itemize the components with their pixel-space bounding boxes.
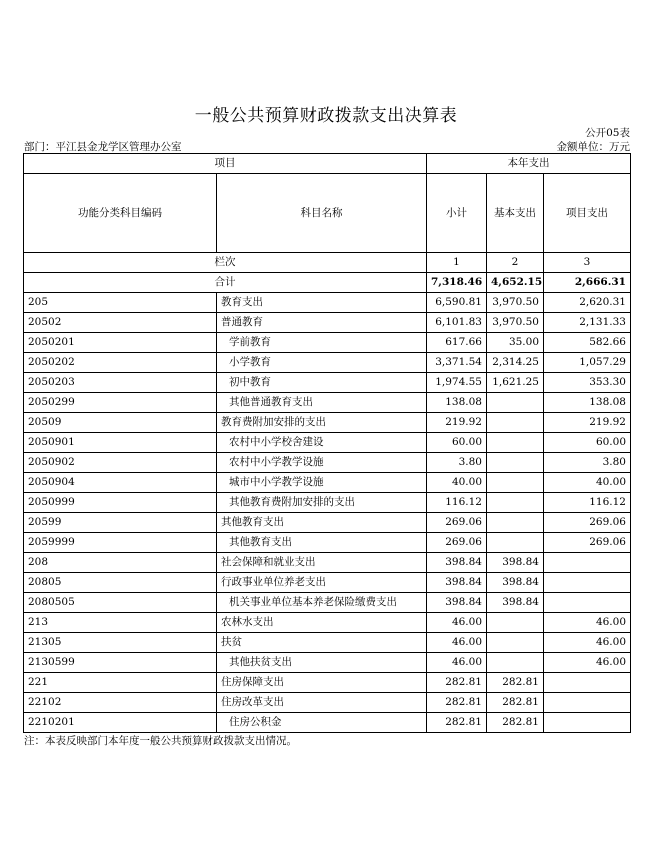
row-project: 1,057.29 (544, 353, 631, 373)
table-row (24, 653, 631, 673)
total-basic: 4,652.15 (487, 273, 544, 293)
row-basic (487, 493, 544, 513)
table-row (24, 493, 631, 513)
row-project (544, 573, 631, 593)
row-subtotal: 398.84 (427, 553, 487, 573)
row-basic: 1,621.25 (487, 373, 544, 393)
row-basic: 282.81 (487, 693, 544, 713)
row-name: 小学教育 (217, 353, 427, 373)
row-project: 269.06 (544, 513, 631, 533)
row-project (544, 593, 631, 613)
department-label: 部门：平江县金龙学区管理办公室 (24, 141, 182, 153)
header-code: 功能分类科目编码 (24, 174, 217, 253)
row-code: 21305 (24, 633, 217, 653)
row-subtotal: 269.06 (427, 513, 487, 533)
row-subtotal: 398.84 (427, 573, 487, 593)
row-project: 116.12 (544, 493, 631, 513)
row-project: 46.00 (544, 613, 631, 633)
row-name: 机关事业单位基本养老保险缴费支出 (217, 593, 427, 613)
row-code: 22102 (24, 693, 217, 713)
table-row (24, 593, 631, 613)
row-basic (487, 613, 544, 633)
row-code: 2050904 (24, 473, 217, 493)
row-project: 353.30 (544, 373, 631, 393)
row-name: 普通教育 (217, 313, 427, 333)
amount-unit-label: 金额单位：万元 (556, 141, 630, 153)
row-basic: 3,970.50 (487, 293, 544, 313)
row-name: 教育支出 (217, 293, 427, 313)
row-basic: 3,970.50 (487, 313, 544, 333)
row-code: 221 (24, 673, 217, 693)
row-name: 其他普通教育支出 (217, 393, 427, 413)
row-code: 2210201 (24, 713, 217, 733)
table-row (24, 533, 631, 553)
row-project: 582.66 (544, 333, 631, 353)
row-name: 其他扶贫支出 (217, 653, 427, 673)
document-title: 一般公共预算财政拨款支出决算表 (194, 106, 458, 126)
header-row-2 (24, 174, 631, 253)
row-project: 46.00 (544, 653, 631, 673)
row-subtotal: 219.92 (427, 413, 487, 433)
row-code: 20509 (24, 413, 217, 433)
table-row (24, 473, 631, 493)
row-code: 2050203 (24, 373, 217, 393)
row-basic (487, 453, 544, 473)
row-code: 205 (24, 293, 217, 313)
row-name: 农林水支出 (217, 613, 427, 633)
row-subtotal: 116.12 (427, 493, 487, 513)
header-subtotal: 小计 (427, 174, 487, 253)
row-subtotal: 138.08 (427, 393, 487, 413)
row-name: 住房公积金 (217, 713, 427, 733)
row-subtotal: 6,590.81 (427, 293, 487, 313)
row-subtotal: 282.81 (427, 673, 487, 693)
total-row (24, 273, 631, 293)
table-row (24, 633, 631, 653)
column-index-row (24, 253, 631, 273)
row-subtotal: 398.84 (427, 593, 487, 613)
total-project: 2,666.31 (544, 273, 631, 293)
table-row (24, 393, 631, 413)
row-basic (487, 653, 544, 673)
row-basic: 282.81 (487, 713, 544, 733)
row-code: 2050999 (24, 493, 217, 513)
table-row (24, 573, 631, 593)
column-index-3: 3 (544, 253, 631, 273)
header-current-year: 本年支出 (427, 154, 631, 174)
row-code: 20502 (24, 313, 217, 333)
row-basic: 35.00 (487, 333, 544, 353)
header-basic: 基本支出 (487, 174, 544, 253)
row-basic (487, 633, 544, 653)
table-row (24, 673, 631, 693)
row-code: 2050299 (24, 393, 217, 413)
row-subtotal: 282.81 (427, 713, 487, 733)
row-code: 20805 (24, 573, 217, 593)
header-project: 项目支出 (544, 174, 631, 253)
table-row (24, 433, 631, 453)
row-code: 20599 (24, 513, 217, 533)
table-row (24, 693, 631, 713)
row-name: 扶贫 (217, 633, 427, 653)
row-name: 城市中小学教学设施 (217, 473, 427, 493)
budget-expenditure-table (23, 153, 631, 733)
row-name: 学前教育 (217, 333, 427, 353)
row-project: 138.08 (544, 393, 631, 413)
row-name: 住房保障支出 (217, 673, 427, 693)
column-index-1: 1 (427, 253, 487, 273)
row-project: 2,131.33 (544, 313, 631, 333)
table-row (24, 333, 631, 353)
row-basic (487, 513, 544, 533)
row-project: 60.00 (544, 433, 631, 453)
row-subtotal: 1,974.55 (427, 373, 487, 393)
row-project: 46.00 (544, 633, 631, 653)
row-name: 其他教育支出 (217, 533, 427, 553)
row-code: 2050202 (24, 353, 217, 373)
total-subtotal: 7,318.46 (427, 273, 487, 293)
row-name: 其他教育费附加安排的支出 (217, 493, 427, 513)
row-name: 农村中小学校舍建设 (217, 433, 427, 453)
header-row-1 (24, 154, 631, 174)
row-subtotal: 617.66 (427, 333, 487, 353)
row-code: 2050902 (24, 453, 217, 473)
table-body (24, 154, 631, 733)
row-name: 农村中小学教学设施 (217, 453, 427, 473)
row-code: 2050201 (24, 333, 217, 353)
row-basic (487, 393, 544, 413)
row-name: 其他教育支出 (217, 513, 427, 533)
table-row (24, 293, 631, 313)
row-basic: 2,314.25 (487, 353, 544, 373)
row-name: 社会保障和就业支出 (217, 553, 427, 573)
row-basic: 398.84 (487, 573, 544, 593)
table-row (24, 513, 631, 533)
row-subtotal: 3,371.54 (427, 353, 487, 373)
row-project (544, 553, 631, 573)
header-name: 科目名称 (217, 174, 427, 253)
row-code: 2130599 (24, 653, 217, 673)
column-index-2: 2 (487, 253, 544, 273)
row-project (544, 673, 631, 693)
row-code: 2050901 (24, 433, 217, 453)
row-subtotal: 269.06 (427, 533, 487, 553)
row-project: 219.92 (544, 413, 631, 433)
table-row (24, 553, 631, 573)
row-basic (487, 413, 544, 433)
row-basic (487, 433, 544, 453)
total-label: 合计 (24, 273, 427, 293)
row-code: 213 (24, 613, 217, 633)
table-row (24, 313, 631, 333)
row-code: 2080505 (24, 593, 217, 613)
footnote: 注：本表反映部门本年度一般公共预算财政拨款支出情况。 (24, 735, 297, 747)
column-index-label: 栏次 (24, 253, 427, 273)
row-basic: 282.81 (487, 673, 544, 693)
row-project: 40.00 (544, 473, 631, 493)
row-name: 初中教育 (217, 373, 427, 393)
table-row (24, 373, 631, 393)
row-project: 3.80 (544, 453, 631, 473)
row-subtotal: 282.81 (427, 693, 487, 713)
row-subtotal: 46.00 (427, 653, 487, 673)
row-name: 教育费附加安排的支出 (217, 413, 427, 433)
row-basic: 398.84 (487, 553, 544, 573)
row-basic: 398.84 (487, 593, 544, 613)
row-basic (487, 533, 544, 553)
table-row (24, 613, 631, 633)
header-item: 项目 (24, 154, 427, 174)
table-row (24, 713, 631, 733)
row-subtotal: 60.00 (427, 433, 487, 453)
row-project (544, 693, 631, 713)
row-project (544, 713, 631, 733)
table-row (24, 453, 631, 473)
row-subtotal: 6,101.83 (427, 313, 487, 333)
row-subtotal: 40.00 (427, 473, 487, 493)
row-project: 269.06 (544, 533, 631, 553)
row-name: 住房改革支出 (217, 693, 427, 713)
row-subtotal: 3.80 (427, 453, 487, 473)
row-code: 208 (24, 553, 217, 573)
row-project: 2,620.31 (544, 293, 631, 313)
row-subtotal: 46.00 (427, 633, 487, 653)
row-code: 2059999 (24, 533, 217, 553)
form-code: 公开05表 (585, 127, 630, 139)
row-subtotal: 46.00 (427, 613, 487, 633)
table-row (24, 353, 631, 373)
table-row (24, 413, 631, 433)
row-basic (487, 473, 544, 493)
row-name: 行政事业单位养老支出 (217, 573, 427, 593)
